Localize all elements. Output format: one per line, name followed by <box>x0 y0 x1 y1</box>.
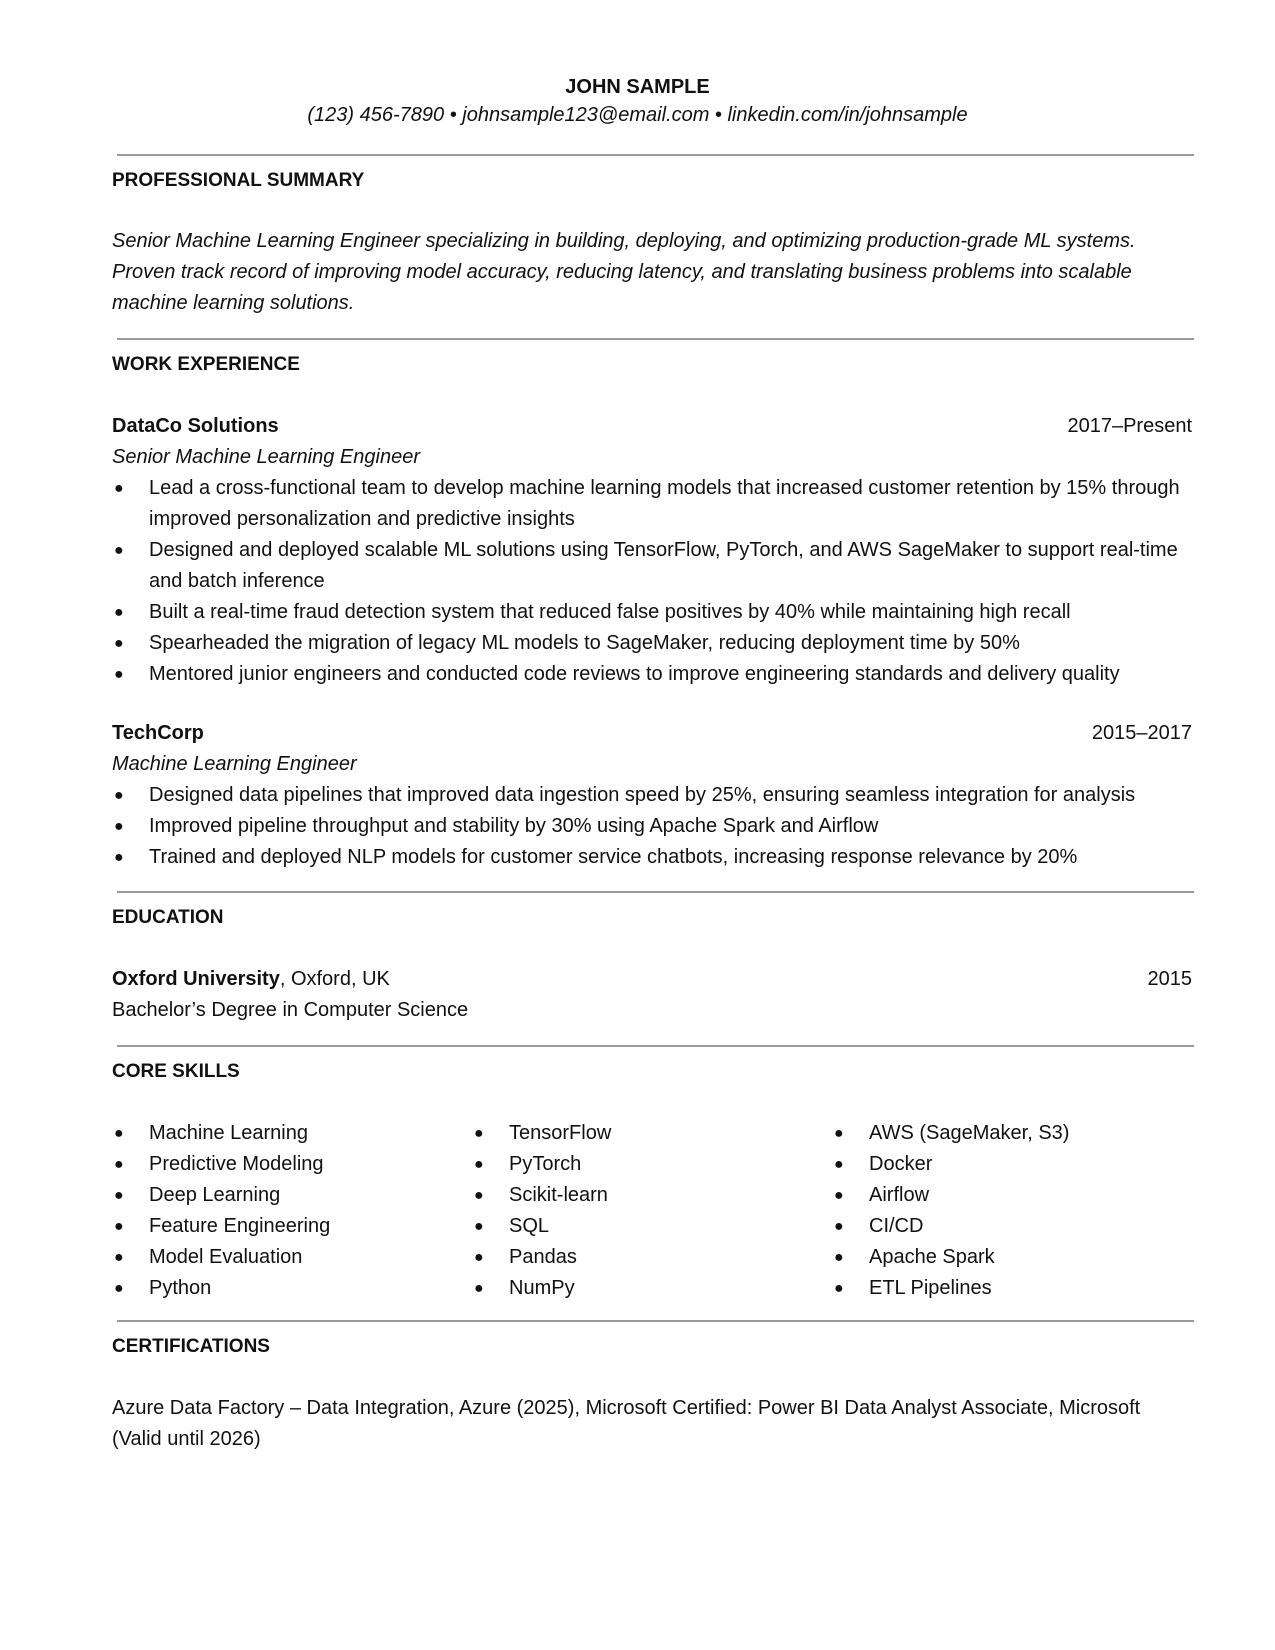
job-bullet: ● Designed data pipelines that improved data ingestion speed by 25%, ensuring seamless integration for analysis <box>112 780 1192 811</box>
skills-heading: CORE SKILLS <box>112 1061 240 1082</box>
degree: Bachelor’s Degree in Computer Science <box>112 999 469 1021</box>
skill-item: ● Feature Engineering <box>112 1211 472 1242</box>
education-entry <box>112 964 1192 1026</box>
skill-item: ● CI/CD <box>832 1211 1192 1242</box>
job-title: Senior Machine Learning Engineer <box>112 446 420 468</box>
job-bullets <box>112 780 1192 873</box>
skills-column <box>472 1118 832 1304</box>
skill-item: ● Airflow <box>832 1180 1192 1211</box>
skills-list <box>112 1118 472 1304</box>
job-bullet: ● Built a real-time fraud detection system that reduced false positives by 40% while maintaining high recall <box>112 597 1192 628</box>
skill-item: ● Deep Learning <box>112 1180 472 1211</box>
job-header <box>112 718 1192 749</box>
education-header <box>112 964 1192 995</box>
skills-column <box>832 1118 1192 1304</box>
job-title: Machine Learning Engineer <box>112 753 357 775</box>
skill-item: ● Python <box>112 1273 472 1304</box>
job-dates: 2017–Present <box>1067 415 1192 437</box>
school-name: Oxford University <box>112 968 280 990</box>
divider <box>117 338 1194 340</box>
job-entry <box>112 718 1192 873</box>
certifications-heading: CERTIFICATIONS <box>112 1336 270 1357</box>
skill-item: ● Pandas <box>472 1242 832 1273</box>
job-bullets <box>112 473 1192 690</box>
skill-item: ● TensorFlow <box>472 1118 832 1149</box>
divider <box>117 1045 1194 1047</box>
contact-line: (123) 456-7890 • johnsample123@email.com • linkedin.com/in/johnsample <box>307 104 968 126</box>
graduation-year: 2015 <box>1147 968 1192 990</box>
company-name: TechCorp <box>112 722 204 744</box>
divider <box>117 891 1194 893</box>
company-name: DataCo Solutions <box>112 415 279 437</box>
education-institution <box>112 964 390 995</box>
certifications-text: Azure Data Factory – Data Integration, Azure (2025), Microsoft Certified: Power BI Data Analyst Associate, Microsoft (Valid until 2026) <box>112 1397 1141 1450</box>
skill-item: ● Docker <box>832 1149 1192 1180</box>
skill-item: ● ETL Pipelines <box>832 1273 1192 1304</box>
skill-item: ● Scikit-learn <box>472 1180 832 1211</box>
job-bullet: ● Lead a cross-functional team to develop machine learning models that increased customer retention by 15% through improved personalization and predictive insights <box>112 473 1192 535</box>
divider <box>117 1320 1194 1322</box>
skill-item: ● Predictive Modeling <box>112 1149 472 1180</box>
skill-item: ● Apache Spark <box>832 1242 1192 1273</box>
experience-heading: WORK EXPERIENCE <box>112 354 300 375</box>
school-location: , Oxford, UK <box>279 968 390 990</box>
skills-list <box>472 1118 832 1304</box>
skill-item: ● SQL <box>472 1211 832 1242</box>
education-heading: EDUCATION <box>112 907 224 928</box>
resume-header <box>0 74 1275 130</box>
summary-heading: PROFESSIONAL SUMMARY <box>112 170 365 191</box>
skill-item: ● AWS (SageMaker, S3) <box>832 1118 1192 1149</box>
skill-item: ● PyTorch <box>472 1149 832 1180</box>
job-header <box>112 411 1192 442</box>
job-bullet: ● Spearheaded the migration of legacy ML models to SageMaker, reducing deployment time by 50% <box>112 628 1192 659</box>
job-entry <box>112 411 1192 690</box>
skills-grid <box>112 1118 1192 1304</box>
job-bullet: ● Mentored junior engineers and conducted code reviews to improve engineering standards and delivery quality <box>112 659 1192 690</box>
summary-text: Senior Machine Learning Engineer specializing in building, deploying, and optimizing production-grade ML systems. Proven track record of improving model accuracy, reducing latency, and translating business problems into scalable machine learning solutions. <box>112 230 1136 314</box>
skills-list <box>832 1118 1192 1304</box>
job-dates: 2015–2017 <box>1091 722 1192 744</box>
skills-column <box>112 1118 472 1304</box>
job-bullet: ● Designed and deployed scalable ML solutions using TensorFlow, PyTorch, and AWS SageMaker to support real-time and batch inference <box>112 535 1192 597</box>
job-bullet: ● Improved pipeline throughput and stability by 30% using Apache Spark and Airflow <box>112 811 1192 842</box>
job-bullet: ● Trained and deployed NLP models for customer service chatbots, increasing response relevance by 20% <box>112 842 1192 873</box>
skill-item: ● Model Evaluation <box>112 1242 472 1273</box>
skill-item: ● Machine Learning <box>112 1118 472 1149</box>
divider <box>117 154 1194 156</box>
candidate-name: JOHN SAMPLE <box>565 76 710 98</box>
skill-item: ● NumPy <box>472 1273 832 1304</box>
